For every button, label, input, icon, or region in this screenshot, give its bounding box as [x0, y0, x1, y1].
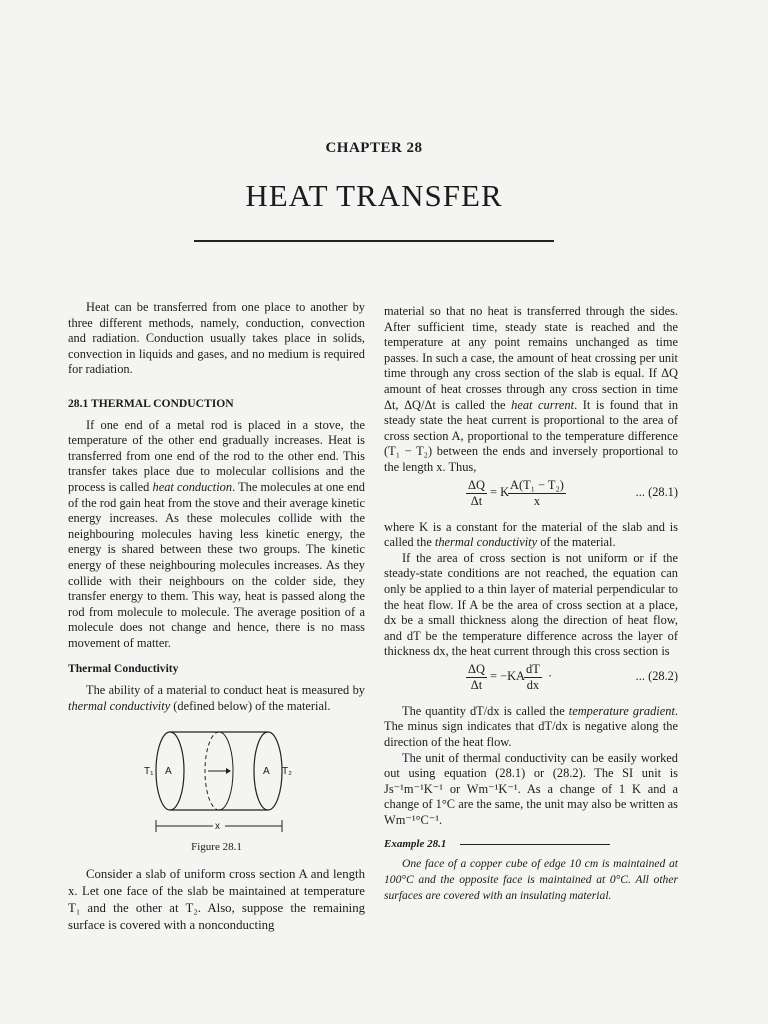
example-label: Example 28.1 — [384, 837, 447, 850]
slab-paragraph: Consider a slab of uniform cross section A and length x. Let one face of the slab be maintained at temperature T₁ and the other at T₂. Also, suppose the remaining surface is covered with a nonconducting — [68, 866, 365, 932]
conductivity-text-a: The ability of a material to conduct heat is measured by — [86, 683, 365, 698]
example-rule — [460, 844, 610, 845]
example-text: One face of a copper cube of edge 10 cm is maintained at 100°C and the opposite face is maintained at 0°C. All other surfaces are covered with an insulating material. — [384, 857, 678, 903]
figure-caption: Figure 28.1 — [191, 841, 242, 854]
thermal-conductivity-term-2: thermal conductivity — [434, 535, 538, 550]
temperature-gradient-term: temperature gradient — [568, 703, 675, 718]
eq1-lhs-num: ΔQ — [468, 477, 485, 492]
section-heading: 28.1 THERMAL CONDUCTION — [68, 396, 234, 410]
eq2-rhs — [524, 662, 542, 693]
eq1-lhs — [466, 478, 487, 509]
heat-current-text-b: . It is found that in steady state the heat current is proportional to the area of cross section A, proportional to the temperature difference (T₁ − T₂) between the ends and inversely proportional to the length x. Thus, — [384, 397, 679, 474]
conduction-paragraph — [68, 418, 365, 652]
eq2-tail: · — [548, 668, 553, 683]
constant-text-b: of the material. — [537, 535, 616, 550]
eq2-rhs-den: dx — [526, 677, 540, 692]
right-column — [384, 304, 678, 904]
conductivity-text-b: (defined below) of the material. — [170, 698, 331, 713]
nonuniform-paragraph: If the area of cross section is not uniform or if the steady-state conditions are not reached, the equation can only be applied to a thin layer of material perpendicular to the heat flow. If A be the area of cross section at a place, dx be a small thickness along the direction of heat flow, and dT be the temperature difference across the layer of thickness dx, the heat current through this cross section is — [384, 550, 678, 659]
conductivity-paragraph — [68, 683, 365, 714]
gradient-text-b: . The minus sign indicates that dT/dx is negative along the direction of the heat flow. — [384, 703, 678, 750]
heat-conduction-term: heat conduction — [152, 479, 233, 494]
thermal-conductivity-term: thermal conductivity — [68, 698, 171, 713]
conduction-text-a: If one end of a metal rod is placed in a stove, the temperature of the other end gradually increases. Heat is transferred from one end of the rod to the other end. This transfer takes place due to molecular collisions and the process is called — [68, 417, 365, 494]
eq1-mid: = K — [490, 484, 510, 499]
eq2-rhs-num: dT — [526, 661, 540, 676]
example-heading — [384, 837, 678, 853]
eq1-lhs-den: Δt — [470, 493, 483, 508]
equation-28-2 — [384, 662, 678, 700]
eq2-mid: = −KA — [490, 668, 525, 683]
heat-current-paragraph — [384, 304, 678, 476]
label-a-left: A — [165, 766, 172, 778]
heat-current-text-a: material so that no heat is transferred through the sides. After sufficient time, steady state is reached and the temperature at any point remains unchanged as time passes. In such a case, the amount of heat crossing per unit time through any cross section of the slab is equal. If ΔQ amount of heat crosses through any cross section in time Δt, ΔQ/Δt is called the — [384, 304, 678, 412]
eq2-number: ... (28.2) — [635, 668, 678, 683]
eq1-rhs — [508, 478, 566, 509]
eq2-lhs-num: ΔQ — [468, 661, 485, 676]
subheading-thermal-conductivity: Thermal Conductivity — [68, 662, 179, 676]
chapter-title: HEAT TRANSFER — [245, 178, 503, 213]
label-t2: T₂ — [282, 766, 292, 778]
title-divider — [194, 240, 554, 242]
eq1-rhs-num: A(T₁ − T₂) — [510, 477, 564, 492]
gradient-paragraph — [384, 704, 678, 751]
eq2-lhs-den: Δt — [470, 677, 483, 692]
eq2-lhs — [466, 662, 487, 693]
constant-text-a: where K is a constant for the material of the slab and is called the — [384, 519, 678, 550]
eq1-number: ... (28.1) — [635, 484, 678, 499]
label-a-right: A — [263, 766, 270, 778]
equation-28-1 — [384, 478, 678, 516]
eq1-rhs-den: x — [533, 493, 541, 508]
label-t1: T₁ — [144, 766, 154, 778]
constant-paragraph — [384, 520, 678, 551]
left-column — [68, 300, 365, 934]
figure-28-1 — [68, 724, 365, 836]
conduction-text-b: . The molecules at one end of the rod gain heat from the stove and their average kinetic energy increases. As these molecules collide with the neighbouring molecules having less kinetic energy, the energy is shared between these two groups. The kinetic energy of these neighbouring molecules increases. As they collide with their neighbours on the colder side, they transfer energy to them. This way, heat is passed along the rod from molecule to molecule. The average position of a molecule does not change and hence, there is no mass movement of matter. — [68, 479, 365, 650]
gradient-text-a: The quantity dT/dx is called the — [402, 703, 569, 718]
unit-paragraph: The unit of thermal conductivity can be easily worked out using equation (28.1) or (28.2). The SI unit is Js⁻¹m⁻¹K⁻¹ or Wm⁻¹K⁻¹. As a change of 1 K and a change of 1°C are the same, the unit may also be written as Wm⁻¹°C⁻¹. — [384, 750, 678, 828]
intro-paragraph: Heat can be transferred from one place to another by three different methods, namely, conduction, convection and radiation. Conduction usually takes place in solids, convection in liquids and gases, and no medium is required for radiation. — [68, 300, 365, 377]
heat-current-term: heat current — [511, 397, 575, 412]
label-x: x — [215, 821, 220, 833]
chapter-label: CHAPTER 28 — [325, 140, 423, 156]
